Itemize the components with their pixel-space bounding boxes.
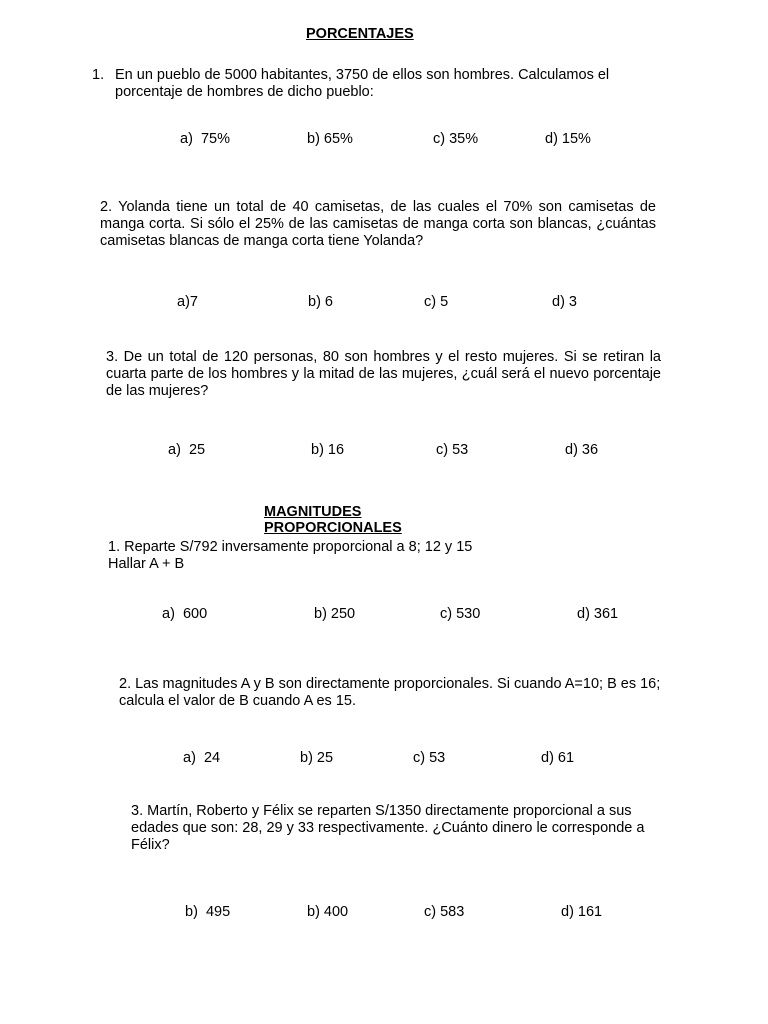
question-text: En un pueblo de 5000 habitantes, 3750 de ellos son hombres. Calculamos el porcentaje de hombres de dicho pueblo: <box>115 67 610 100</box>
section-title-porcentajes: PORCENTAJES <box>306 26 414 42</box>
answer-option-b: b) 250 <box>314 606 356 622</box>
answer-option-b: b) 65% <box>307 131 353 147</box>
answer-option-c: c) 583 <box>424 904 465 920</box>
answer-option-d: d) 3 <box>552 294 577 310</box>
answer-option-d: d) 36 <box>565 442 599 458</box>
answer-option-a: a) 600 <box>162 606 208 622</box>
question-text: 2. Las magnitudes A y B son directamente proporcionales. Si cuando A=10; B es 16; calcula el valor de B cuando A es 15. <box>119 676 661 709</box>
answer-option-d: d) 15% <box>545 131 591 147</box>
answer-option-c: c) 53 <box>413 750 446 766</box>
answer-option-a: b) 495 <box>185 904 231 920</box>
answer-option-b: b) 400 <box>307 904 349 920</box>
answer-option-a: a)7 <box>177 294 198 310</box>
answer-option-b: b) 16 <box>311 442 345 458</box>
answer-option-b: b) 25 <box>300 750 334 766</box>
answer-option-c: c) 5 <box>424 294 449 310</box>
question-text: 2. Yolanda tiene un total de 40 camisetas, de las cuales el 70% son camisetas de manga corta. Si sólo el 25% de las camisetas de manga corta son blancas, ¿cuántas camisetas blancas de manga corta tiene Yolanda? <box>100 199 656 249</box>
section-title-magnitudes: MAGNITUDES <box>264 504 362 520</box>
answer-option-c: c) 35% <box>433 131 479 147</box>
answer-option-b: b) 6 <box>308 294 333 310</box>
question-text: 3. Martín, Roberto y Félix se reparten S/1350 directamente proporcional a sus edades que son: 28, 29 y 33 respectivamente. ¿Cuánto dinero le corresponde a Félix? <box>131 803 645 853</box>
answer-option-d: d) 361 <box>577 606 619 622</box>
question-text: 1. Reparte S/792 inversamente proporcional a 8; 12 y 15 <box>108 539 473 555</box>
answer-option-a: a) 75% <box>180 131 230 147</box>
question-number: 1. <box>92 67 105 83</box>
answer-option-c: c) 530 <box>440 606 481 622</box>
question-text: 3. De un total de 120 personas, 80 son hombres y el resto mujeres. Si se retiran la cuarta parte de los hombres y la mitad de las mujeres, ¿cuál será el nuevo porcentaje de las mujeres? <box>106 349 661 399</box>
answer-option-d: d) 61 <box>541 750 575 766</box>
answer-option-a: a) 25 <box>168 442 206 458</box>
answer-option-c: c) 53 <box>436 442 469 458</box>
section-title-proporcionales: PROPORCIONALES <box>264 520 402 536</box>
answer-option-d: d) 161 <box>561 904 603 920</box>
question-subtext: Hallar A + B <box>108 556 185 572</box>
answer-option-a: a) 24 <box>183 750 221 766</box>
